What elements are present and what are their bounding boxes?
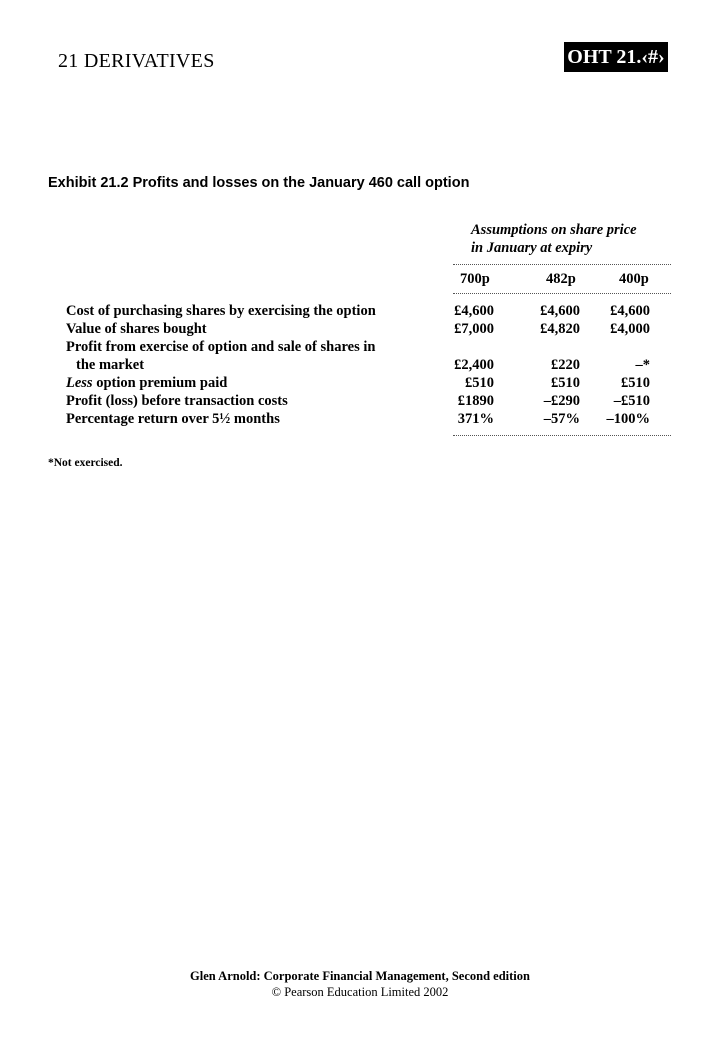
- slide-number-badge: OHT 21.‹#›: [564, 42, 668, 72]
- cell-market-400p: –*: [635, 357, 650, 373]
- cell-cost-400p: £4,600: [610, 303, 650, 319]
- exhibit-table: [48, 175, 668, 469]
- cell-value-482p: £4,820: [540, 321, 580, 337]
- footnote: *Not exercised.: [48, 457, 123, 469]
- column-header-482p: 482p: [546, 271, 576, 287]
- divider-top: [453, 264, 671, 265]
- column-header-700p: 700p: [460, 271, 490, 287]
- footer: [0, 968, 720, 1000]
- column-header-400p: 400p: [619, 271, 649, 287]
- cell-value-400p: £4,000: [610, 321, 650, 337]
- assumptions-heading: [471, 221, 637, 257]
- row-label-profit-exercise: Profit from exercise of option and sale of shares in: [66, 339, 376, 355]
- cell-return-400p: –100%: [606, 411, 650, 427]
- cell-market-482p: £220: [551, 357, 580, 373]
- row-label-value: Value of shares bought: [66, 321, 207, 337]
- row-label-profit-loss: Profit (loss) before transaction costs: [66, 393, 288, 409]
- row-label-cost: Cost of purchasing shares by exercising the option: [66, 303, 376, 319]
- cell-profit-700p: £1890: [457, 393, 494, 409]
- cell-cost-700p: £4,600: [454, 303, 494, 319]
- cell-premium-400p: £510: [621, 375, 650, 391]
- cell-value-700p: £7,000: [454, 321, 494, 337]
- assumptions-line-2: in January at expiry: [471, 240, 593, 256]
- assumptions-line-1: Assumptions on share price: [471, 222, 637, 238]
- divider-under-headers: [453, 293, 671, 294]
- footer-copyright: © Pearson Education Limited 2002: [271, 985, 449, 999]
- cell-profit-400p: –£510: [613, 393, 650, 409]
- cell-profit-482p: –£290: [543, 393, 580, 409]
- row-label-premium: [66, 375, 227, 392]
- cell-return-700p: 371%: [457, 411, 494, 427]
- premium-text: option premium paid: [92, 375, 228, 391]
- footer-book-title: Glen Arnold: Corporate Financial Management, Second edition: [190, 969, 530, 983]
- row-label-the-market: the market: [76, 357, 145, 373]
- cell-premium-700p: £510: [465, 375, 494, 391]
- cell-cost-482p: £4,600: [540, 303, 580, 319]
- cell-market-700p: £2,400: [454, 357, 494, 373]
- exhibit-title: Exhibit 21.2 Profits and losses on the January 460 call option: [48, 175, 470, 191]
- chapter-heading: 21 DERIVATIVES: [58, 50, 215, 72]
- divider-bottom: [453, 435, 671, 436]
- cell-return-482p: –57%: [543, 411, 580, 427]
- less-word: Less: [66, 375, 93, 391]
- cell-premium-482p: £510: [551, 375, 580, 391]
- row-label-return: Percentage return over 5½ months: [66, 411, 280, 427]
